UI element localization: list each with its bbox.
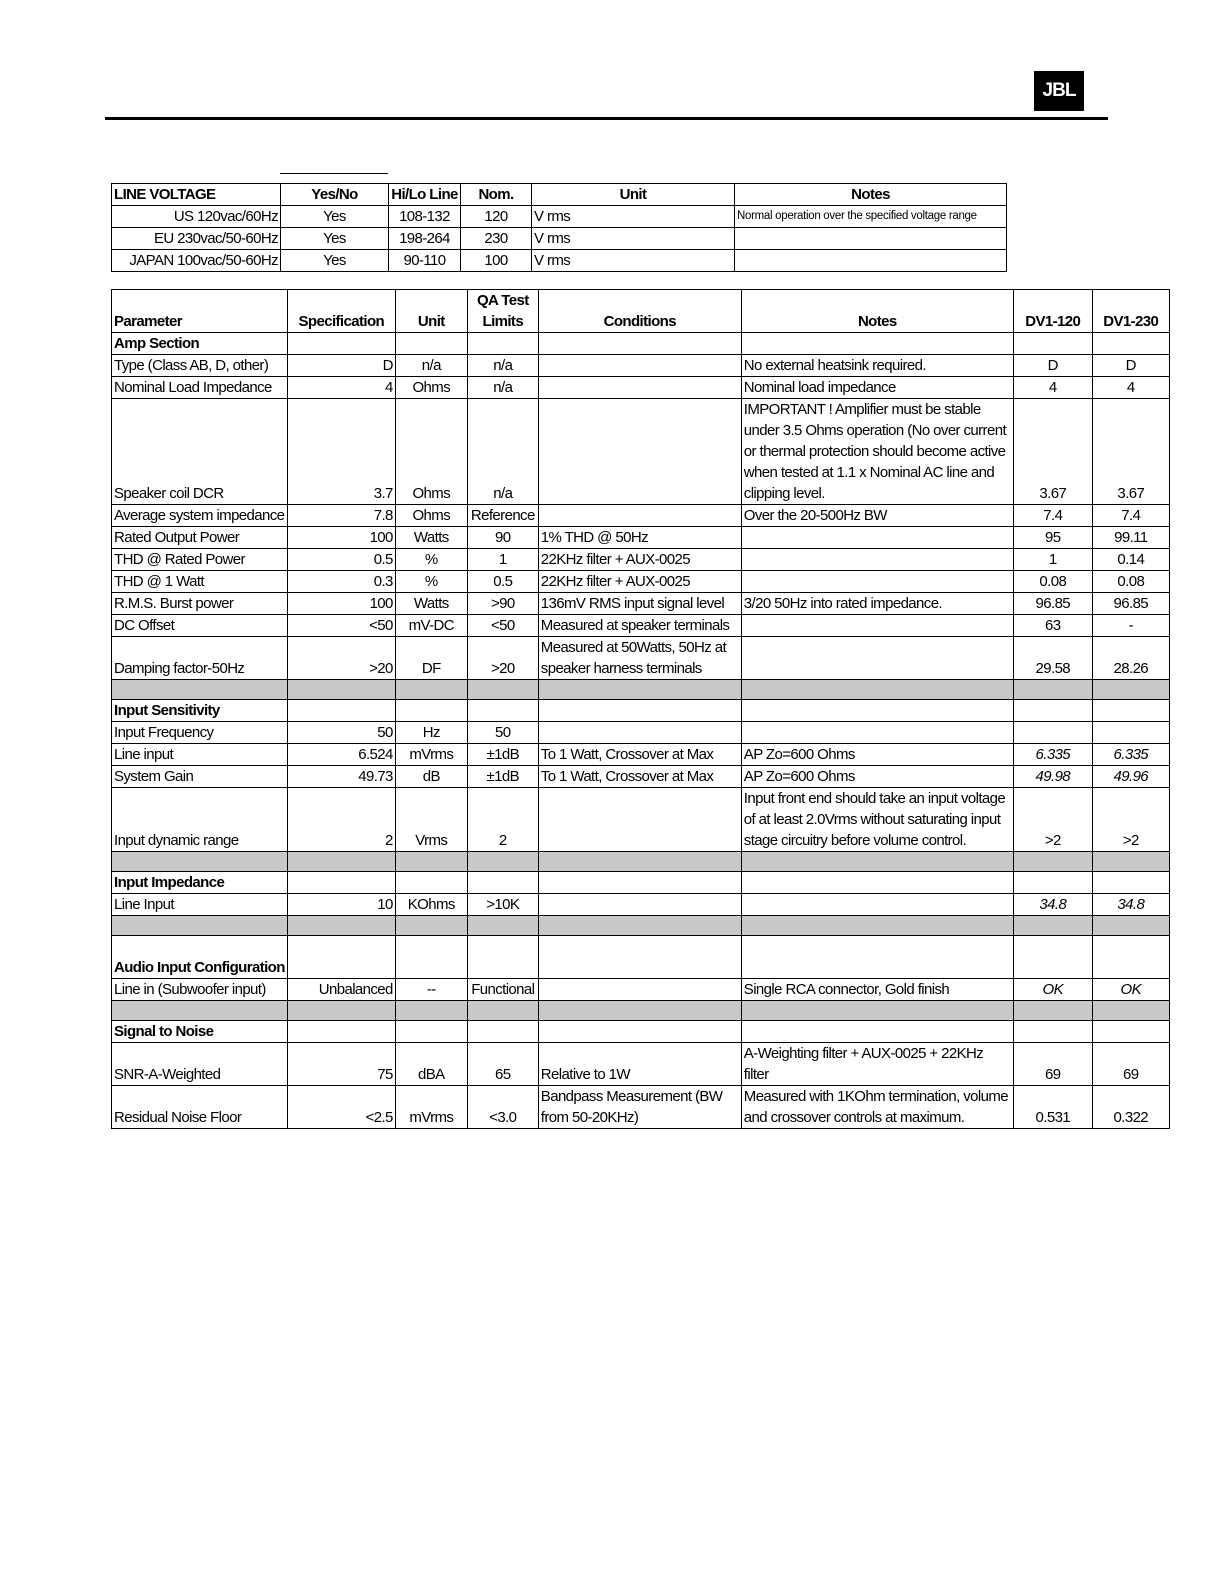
column-header: Hi/Lo Line: [389, 184, 461, 206]
spacer-cell: [467, 852, 538, 872]
table-cell: 198-264: [389, 228, 461, 250]
spacer-cell: [287, 916, 395, 936]
empty-cell: [467, 700, 538, 722]
spacer-cell: [741, 916, 1013, 936]
table-cell: >90: [467, 593, 538, 615]
table-cell: 6.335: [1013, 744, 1092, 766]
table-cell: <3.0: [467, 1086, 538, 1129]
table-cell: No external heatsink required.: [741, 355, 1013, 377]
table-row: [112, 766, 1170, 788]
empty-cell: [1013, 936, 1092, 979]
table-cell: [538, 722, 741, 744]
table-cell: [538, 377, 741, 399]
table-cell: 3.67: [1013, 399, 1092, 505]
section-title: Input Impedance: [112, 872, 288, 894]
table-cell: 50: [287, 722, 395, 744]
table-cell: [741, 527, 1013, 549]
table-cell: 3.7: [287, 399, 395, 505]
spacer-cell: [1092, 916, 1169, 936]
table-cell: 96.85: [1013, 593, 1092, 615]
column-header: QA Test Limits: [467, 290, 538, 333]
table-cell: 65: [467, 1043, 538, 1086]
table-cell: Line in (Subwoofer input): [112, 979, 288, 1001]
table-cell: 0.08: [1092, 571, 1169, 593]
table-cell: Reference: [467, 505, 538, 527]
table-cell: >10K: [467, 894, 538, 916]
empty-cell: [1013, 333, 1092, 355]
table-cell: [741, 549, 1013, 571]
table-cell: [538, 505, 741, 527]
table-cell: Line Input: [112, 894, 288, 916]
table-row: [112, 894, 1170, 916]
table-cell: 3.67: [1092, 399, 1169, 505]
table-row: [112, 722, 1170, 744]
table-row: [112, 355, 1170, 377]
table-cell: Functional: [467, 979, 538, 1001]
table-cell: Line input: [112, 744, 288, 766]
table-cell: System Gain: [112, 766, 288, 788]
empty-cell: [395, 700, 467, 722]
header-rule: [105, 117, 1108, 120]
table-cell: Single RCA connector, Gold finish: [741, 979, 1013, 1001]
section-row: [112, 700, 1170, 722]
table-cell: 6.335: [1092, 744, 1169, 766]
spacer-row: [112, 1001, 1170, 1021]
table-cell: Input front end should take an input voltage of at least 2.0Vrms without saturating input stage circuitry before volume control.: [741, 788, 1013, 852]
table-cell: 49.73: [287, 766, 395, 788]
empty-cell: [287, 872, 395, 894]
spacer-cell: [538, 852, 741, 872]
column-header: Notes: [735, 184, 1007, 206]
table-cell: 0.3: [287, 571, 395, 593]
spacer-cell: [1092, 1001, 1169, 1021]
empty-cell: [1092, 872, 1169, 894]
table-cell: 0.14: [1092, 549, 1169, 571]
table-cell: DF: [395, 637, 467, 680]
table-cell: <2.5: [287, 1086, 395, 1129]
table-row: [112, 228, 1007, 250]
table-cell: To 1 Watt, Crossover at Max: [538, 744, 741, 766]
empty-cell: [1013, 872, 1092, 894]
table-cell: [1092, 722, 1169, 744]
table-cell: >2: [1092, 788, 1169, 852]
table-row: [112, 593, 1170, 615]
table-cell: 75: [287, 1043, 395, 1086]
spacer-cell: [741, 680, 1013, 700]
table-cell: mV-DC: [395, 615, 467, 637]
table-row: [112, 744, 1170, 766]
spacer-row: [112, 680, 1170, 700]
table-row: [112, 615, 1170, 637]
table-cell: >2: [1013, 788, 1092, 852]
empty-cell: [1013, 1021, 1092, 1043]
table-cell: 100: [461, 250, 532, 272]
table-cell: Input Frequency: [112, 722, 288, 744]
spacer-cell: [467, 680, 538, 700]
table-cell: %: [395, 549, 467, 571]
spacer-cell: [467, 916, 538, 936]
table-cell: 100: [287, 593, 395, 615]
spacer-cell: [538, 1001, 741, 1021]
spacer-cell: [395, 1001, 467, 1021]
empty-cell: [1092, 333, 1169, 355]
section-row: [112, 333, 1170, 355]
table-cell: Residual Noise Floor: [112, 1086, 288, 1129]
table-cell: Ohms: [395, 399, 467, 505]
table-row: [112, 250, 1007, 272]
table-cell: Vrms: [395, 788, 467, 852]
table-row: [112, 788, 1170, 852]
table-cell: 95: [1013, 527, 1092, 549]
table-cell: [1013, 722, 1092, 744]
table-cell: 69: [1013, 1043, 1092, 1086]
table-cell: mVrms: [395, 744, 467, 766]
table-header-row: [112, 184, 1007, 206]
column-header: Specification: [287, 290, 395, 333]
table-cell: THD @ Rated Power: [112, 549, 288, 571]
empty-cell: [538, 700, 741, 722]
empty-cell: [741, 700, 1013, 722]
table-row: [112, 377, 1170, 399]
table-cell: Damping factor-50Hz: [112, 637, 288, 680]
table-cell: [538, 979, 741, 1001]
table-cell: 96.85: [1092, 593, 1169, 615]
empty-cell: [538, 872, 741, 894]
table-cell: D: [287, 355, 395, 377]
table-cell: Yes: [281, 250, 389, 272]
table-cell: Input dynamic range: [112, 788, 288, 852]
table-cell: <50: [467, 615, 538, 637]
table-cell: 34.8: [1092, 894, 1169, 916]
table-cell: >20: [467, 637, 538, 680]
table-cell: 4: [1013, 377, 1092, 399]
table-cell: 1: [467, 549, 538, 571]
table-cell: [735, 250, 1007, 272]
table-cell: 4: [1092, 377, 1169, 399]
table-row: [112, 1086, 1170, 1129]
table-cell: Relative to 1W: [538, 1043, 741, 1086]
spacer-cell: [538, 916, 741, 936]
table-row: [112, 527, 1170, 549]
table-cell: AP Zo=600 Ohms: [741, 744, 1013, 766]
column-header: Unit: [532, 184, 735, 206]
table-cell: [741, 615, 1013, 637]
section-row: [112, 872, 1170, 894]
spacer-cell: [287, 1001, 395, 1021]
table-cell: 7.4: [1013, 505, 1092, 527]
table-cell: dB: [395, 766, 467, 788]
table-cell: Yes: [281, 206, 389, 228]
table-row: [112, 1043, 1170, 1086]
spacer-cell: [1092, 852, 1169, 872]
table-cell: n/a: [467, 355, 538, 377]
table-cell: OK: [1092, 979, 1169, 1001]
table-row: [112, 571, 1170, 593]
table-cell: V rms: [532, 206, 735, 228]
table-cell: US 120vac/60Hz: [112, 206, 281, 228]
table-cell: Hz: [395, 722, 467, 744]
table-cell: 28.26: [1092, 637, 1169, 680]
table-cell: 29.58: [1013, 637, 1092, 680]
section-row: [112, 936, 1170, 979]
spacer-row: [112, 852, 1170, 872]
empty-cell: [538, 936, 741, 979]
table-cell: Bandpass Measurement (BW from 50-20KHz): [538, 1086, 741, 1129]
column-header: Nom.: [461, 184, 532, 206]
table-cell: 22KHz filter + AUX-0025: [538, 571, 741, 593]
empty-cell: [741, 333, 1013, 355]
table-cell: 34.8: [1013, 894, 1092, 916]
spacer-cell: [1092, 680, 1169, 700]
spacer-cell: [112, 916, 288, 936]
spacer-cell: [538, 680, 741, 700]
empty-cell: [1092, 936, 1169, 979]
table-cell: 10: [287, 894, 395, 916]
table-cell: 4: [287, 377, 395, 399]
column-header: Parameter: [112, 290, 288, 333]
spacer-cell: [741, 852, 1013, 872]
table-cell: 90-110: [389, 250, 461, 272]
table-cell: 0.5: [287, 549, 395, 571]
table-cell: A-Weighting filter + AUX-0025 + 22KHz filter: [741, 1043, 1013, 1086]
table-cell: Rated Output Power: [112, 527, 288, 549]
empty-cell: [467, 333, 538, 355]
section-row: [112, 1021, 1170, 1043]
table-cell: [538, 894, 741, 916]
table-cell: -: [1092, 615, 1169, 637]
table-cell: D: [1013, 355, 1092, 377]
table-cell: D: [1092, 355, 1169, 377]
column-header: Unit: [395, 290, 467, 333]
table-cell: 108-132: [389, 206, 461, 228]
table-cell: ±1dB: [467, 744, 538, 766]
empty-cell: [287, 333, 395, 355]
table-cell: V rms: [532, 250, 735, 272]
table-cell: 69: [1092, 1043, 1169, 1086]
table-cell: --: [395, 979, 467, 1001]
section-title: Input Sensitivity: [112, 700, 288, 722]
table-cell: [538, 399, 741, 505]
table-cell: 90: [467, 527, 538, 549]
table-cell: Ohms: [395, 377, 467, 399]
table-cell: 99.11: [1092, 527, 1169, 549]
table-cell: Speaker coil DCR: [112, 399, 288, 505]
empty-cell: [1092, 700, 1169, 722]
spacer-cell: [395, 680, 467, 700]
section-title: Audio Input Configuration: [112, 936, 288, 979]
spacer-cell: [395, 916, 467, 936]
table-cell: n/a: [467, 377, 538, 399]
table-cell: 7.8: [287, 505, 395, 527]
empty-cell: [538, 1021, 741, 1043]
empty-cell: [287, 1021, 395, 1043]
empty-cell: [741, 936, 1013, 979]
empty-cell: [467, 872, 538, 894]
table-row: [112, 979, 1170, 1001]
column-header: Conditions: [538, 290, 741, 333]
table-cell: SNR-A-Weighted: [112, 1043, 288, 1086]
column-header: Yes/No: [281, 184, 389, 206]
jbl-logo: JBL: [1034, 71, 1084, 111]
empty-cell: [287, 700, 395, 722]
spacer-cell: [741, 1001, 1013, 1021]
table-cell: Unbalanced: [287, 979, 395, 1001]
table-cell: IMPORTANT ! Amplifier must be stable under 3.5 Ohms operation (No over current or thermal protection should become active when tested at 1.1 x Nominal AC line and clipping level.: [741, 399, 1013, 505]
table-row: [112, 549, 1170, 571]
spacer-cell: [112, 852, 288, 872]
table-cell: AP Zo=600 Ohms: [741, 766, 1013, 788]
table-cell: Watts: [395, 593, 467, 615]
spacer-cell: [467, 1001, 538, 1021]
table-cell: THD @ 1 Watt: [112, 571, 288, 593]
table-cell: 120: [461, 206, 532, 228]
table-cell: KOhms: [395, 894, 467, 916]
table-cell: EU 230vac/50-60Hz: [112, 228, 281, 250]
empty-cell: [1092, 1021, 1169, 1043]
empty-cell: [395, 1021, 467, 1043]
table-cell: 6.524: [287, 744, 395, 766]
table-cell: Over the 20-500Hz BW: [741, 505, 1013, 527]
table-row: [112, 505, 1170, 527]
table-cell: 63: [1013, 615, 1092, 637]
column-header: DV1-120: [1013, 290, 1092, 333]
table-cell: 230: [461, 228, 532, 250]
table-cell: >20: [287, 637, 395, 680]
table-cell: 22KHz filter + AUX-0025: [538, 549, 741, 571]
column-header: LINE VOLTAGE: [112, 184, 281, 206]
table-cell: 50: [467, 722, 538, 744]
table-cell: 136mV RMS input signal level: [538, 593, 741, 615]
table-cell: V rms: [532, 228, 735, 250]
empty-cell: [395, 333, 467, 355]
empty-cell: [538, 333, 741, 355]
spacer-cell: [287, 852, 395, 872]
empty-cell: [741, 872, 1013, 894]
table-cell: 100: [287, 527, 395, 549]
table-cell: 3/20 50Hz into rated impedance.: [741, 593, 1013, 615]
table-cell: <50: [287, 615, 395, 637]
table-cell: 49.96: [1092, 766, 1169, 788]
table-cell: Nominal Load Impedance: [112, 377, 288, 399]
table-cell: dBA: [395, 1043, 467, 1086]
empty-cell: [395, 936, 467, 979]
table-cell: DC Offset: [112, 615, 288, 637]
table-cell: 0.322: [1092, 1086, 1169, 1129]
table-cell: 0.08: [1013, 571, 1092, 593]
spacer-cell: [395, 852, 467, 872]
table-cell: R.M.S. Burst power: [112, 593, 288, 615]
spacer-cell: [1013, 916, 1092, 936]
table-cell: Watts: [395, 527, 467, 549]
table-cell: 2: [287, 788, 395, 852]
table-cell: %: [395, 571, 467, 593]
table-cell: Normal operation over the specified voltage range: [735, 206, 1007, 228]
table-cell: 7.4: [1092, 505, 1169, 527]
table-cell: [735, 228, 1007, 250]
table-cell: 1: [1013, 549, 1092, 571]
table-cell: n/a: [395, 355, 467, 377]
table-cell: [741, 571, 1013, 593]
table-cell: Average system impedance: [112, 505, 288, 527]
table-cell: [538, 788, 741, 852]
divider-line: [280, 173, 388, 174]
table-cell: Measured at 50Watts, 50Hz at speaker harness terminals: [538, 637, 741, 680]
table-cell: n/a: [467, 399, 538, 505]
table-cell: [741, 722, 1013, 744]
spacer-cell: [112, 1001, 288, 1021]
spacer-cell: [1013, 1001, 1092, 1021]
table-cell: [741, 637, 1013, 680]
table-cell: Measured with 1KOhm termination, volume and crossover controls at maximum.: [741, 1086, 1013, 1129]
table-row: [112, 637, 1170, 680]
spec-table: [111, 289, 1170, 1129]
spacer-cell: [287, 680, 395, 700]
table-cell: ±1dB: [467, 766, 538, 788]
spacer-cell: [1013, 680, 1092, 700]
table-cell: Measured at speaker terminals: [538, 615, 741, 637]
table-cell: 0.531: [1013, 1086, 1092, 1129]
table-row: [112, 206, 1007, 228]
table-cell: To 1 Watt, Crossover at Max: [538, 766, 741, 788]
empty-cell: [1013, 700, 1092, 722]
table-cell: 2: [467, 788, 538, 852]
table-cell: 1% THD @ 50Hz: [538, 527, 741, 549]
table-cell: [538, 355, 741, 377]
column-header: DV1-230: [1092, 290, 1169, 333]
table-cell: Yes: [281, 228, 389, 250]
table-cell: 0.5: [467, 571, 538, 593]
table-cell: [741, 894, 1013, 916]
table-cell: JAPAN 100vac/50-60Hz: [112, 250, 281, 272]
section-title: Amp Section: [112, 333, 288, 355]
line-voltage-table: [111, 183, 1007, 272]
section-title: Signal to Noise: [112, 1021, 288, 1043]
spacer-cell: [112, 680, 288, 700]
table-row: [112, 399, 1170, 505]
empty-cell: [395, 872, 467, 894]
empty-cell: [741, 1021, 1013, 1043]
table-cell: Ohms: [395, 505, 467, 527]
table-cell: OK: [1013, 979, 1092, 1001]
empty-cell: [287, 936, 395, 979]
table-cell: Nominal load impedance: [741, 377, 1013, 399]
table-cell: mVrms: [395, 1086, 467, 1129]
table-header-row: [112, 290, 1170, 333]
spacer-row: [112, 916, 1170, 936]
table-cell: 49.98: [1013, 766, 1092, 788]
empty-cell: [467, 1021, 538, 1043]
empty-cell: [467, 936, 538, 979]
spacer-cell: [1013, 852, 1092, 872]
column-header: Notes: [741, 290, 1013, 333]
table-cell: Type (Class AB, D, other): [112, 355, 288, 377]
